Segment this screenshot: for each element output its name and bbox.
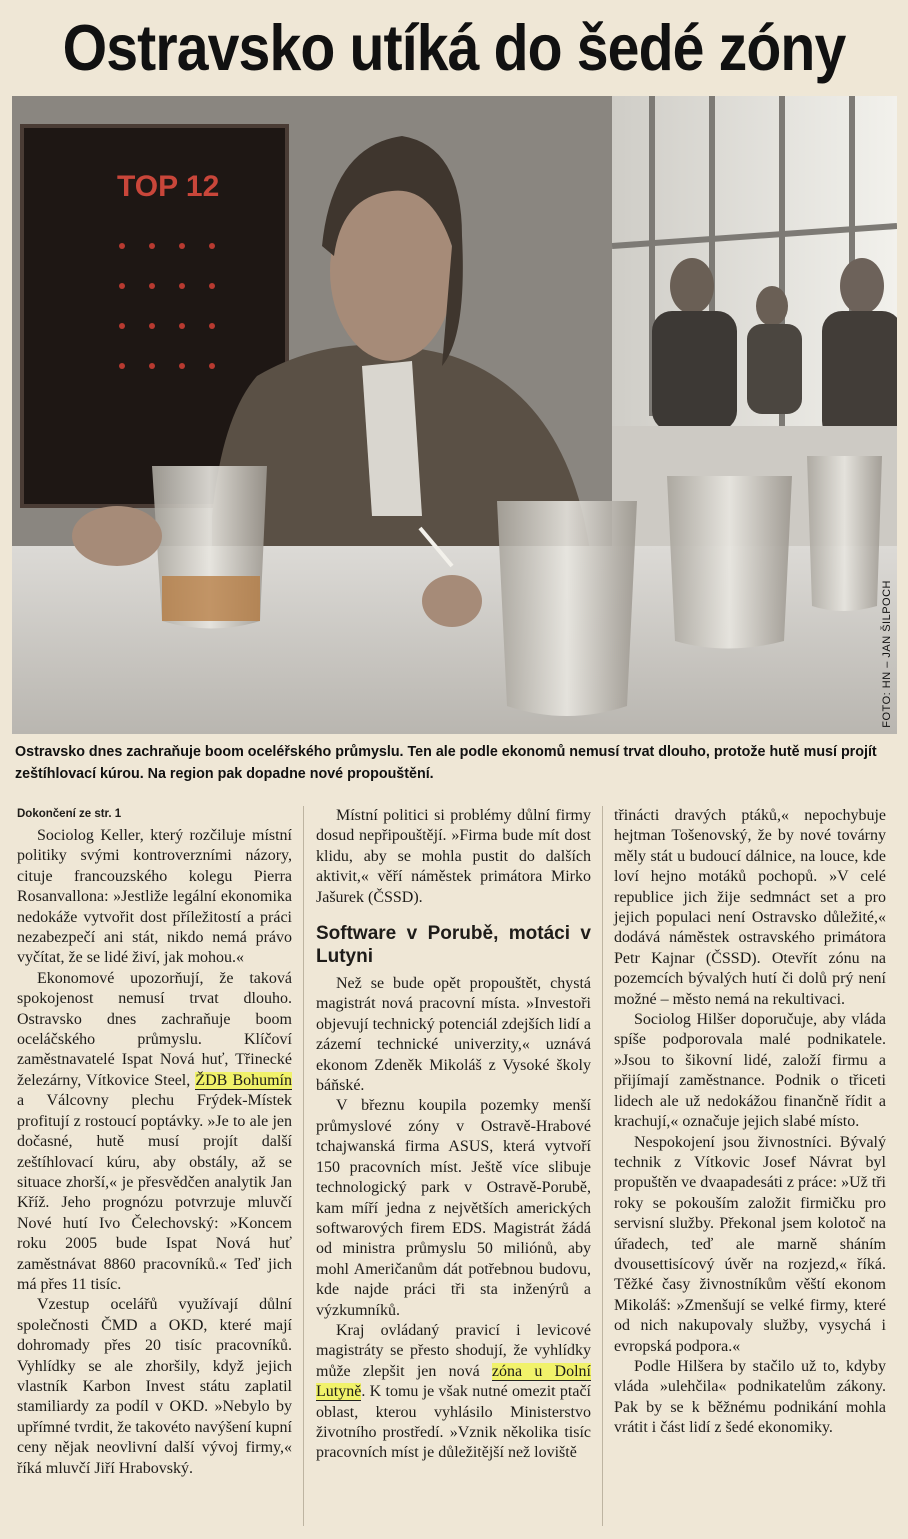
paragraph: Vzestup ocelářů využívají důlní společnosti ČMD a OKD, které mají dohromady přes 20 tisíc pracovníků. Vyhlídky se ale zhoršily, když jejich vlastník Karbon Invest státu zaplatil stamiliardy za podíl v OKD. »Nebylo by upřímné tvrdit, že takovéto navýšení kupní ceny nějak neovlivní další vývoj firmy,« říká mluvčí Jiří Hrabovský. [17, 1296, 292, 1477]
highlighted-text: zóna u Dolní Lutyně [316, 1362, 591, 1401]
column-divider [303, 806, 304, 1526]
article-photo [12, 96, 897, 734]
photo-caption: Ostravsko dnes zachraňuje boom oceléřského průmyslu. Ten ale podle ekonomů nemusí trvat dlouho, protože hutě musí projít zeštíhlovací kúrou. Na region pak dopadne nové propouštění. [15, 744, 877, 782]
paragraph: Podle Hilšera by stačilo už to, kdyby vláda »ulehčila« podnikatelům zákony. Pak by se k běžnému podnikání mohla vrátit i část lidí z šedé ekonomiky. [614, 1357, 886, 1437]
paragraph [316, 1321, 591, 1464]
highlighted-underlined-text: ŽDB Bohumín [195, 1071, 293, 1089]
headline: Ostravsko utíká do šedé zóny [62, 11, 846, 84]
kicker: Dokončení ze str. 1 [17, 808, 122, 820]
paragraph: Místní politici si problémy důlní firmy dosud nepřipouštějí. »Firma bude mít dost klidu, aby se mohla pustit do dalších aktivit,« věří náměstek primátora Mirko Jašurek (ČSSD). [316, 807, 591, 906]
article-column-3 [614, 806, 886, 1439]
subheading: Software v Porubě, motáci v Lutyni [316, 923, 591, 968]
paragraph: V březnu koupila pozemky menší průmyslové zóny v Ostravě-Hrabové tchajwanská firma ASUS, která vytvoří 150 pracovních míst. Ještě více slibuje technologický park v Ostravě-Porubě, kam míří jedna z největších amerických softwarových firem EDS. Magistrát žádá od ministra průmyslu 50 miliónů, aby mohl Američanům dát potřebnou budovu, kde najde práci tři sta inženýrů a výzkumníků. [316, 1097, 591, 1319]
paragraph: Než se bude opět propouštět, chystá magistrát nová pracovní místa. »Investoři objevují technický potenciál zdejších lidí a zázemí technické univerzity,« uznává ekonom Zdeněk Mikoláš z Vysoké školy báňské. [316, 975, 591, 1095]
paragraph: Nespokojení jsou živnostníci. Bývalý technik z Vítkovic Josef Návrat byl propuštěn ve dvaapadesáti z práce: »Už tři roky se pokouším založit firmičku pro servisní služby. Překonal jsem kolotoč na úřadech, teď ale marně sháním dvousettisícový úvěr na rozjezd,« říká. Těžké časy živnostníkům věští ekonom Mikoláš: »Zmenšují se velké firmy, které od nich nakupovaly služby, vysychá i evropská podpora.« [614, 1133, 886, 1355]
text-run: Ekonomové upozorňují, že taková spokojenost nemusí trvat dlouho. Ostravsko dnes zachraňuje boom oceláčského průmyslu. Klíčoví zaměstnavatelé Ispat Nová huť, Třinecké železárny, Vítkovice Steel, [17, 969, 292, 1089]
column-divider [602, 806, 603, 1526]
scoreboard-text: TOP 12 [117, 170, 220, 203]
photo-credit: FOTO: HN – JAN ŠILPOCH [881, 580, 893, 728]
paragraph [17, 969, 292, 1296]
text-run: a Válcovny plechu Frýdek-Místek profitují z rostoucí poptávky. »Je to ale jen dočasné, hutě musí projít další zeštíhlovací kúru, aby obstály, až se situace zhorší,« je přesvědčen analytik Jan Kříž. Jeho prognózu potvrzuje mluvčí Nové hutí Ivo Čelechovský: »Koncem roku 2005 bude Ispat Nová huť zaměstnávat 8860 pracovníků.« Teď jich má přes 11 tisíc. [17, 1092, 292, 1293]
article-column-2 [316, 806, 591, 1464]
paragraph: Sociolog Hilšer doporučuje, aby vláda spíše podporovala malé podnikatele. »Jsou to šikovní lidé, založí firmu a přijímají zaměstnance. Podnik o třiceti lidech ale už nedokážou finančně řídit a krachují,« označuje jejich slabé místo. [614, 1011, 886, 1131]
article-column-1 [17, 806, 292, 1479]
paragraph: Sociolog Keller, který rozčiluje místní politiky svými kontroverzními názory, cituje francouzského kolegu Pierra Rosanvallona: »Jestliže legální ekonomika nedokáže vytvořit dost příležitostí a práci nezabezpečí ani stát, nikdo nemá právo vyčítat, že se lidé živí, jak mohou.« [17, 827, 292, 967]
text-run: Kraj ovládaný pravicí i levicové magistráty se přesto shodují, že vyhlídky může zlepšit jen nová [316, 1321, 591, 1380]
photo-illustration [12, 96, 897, 734]
paragraph: třinácti dravých ptáků,« nepochybuje hejtman Tošenovský, že by nové továrny měly stát u budoucí dálnice, na louce, kde loví hejno motáků pochopů. »V celé republice jich žije sedmnáct set a pro jejich populaci není Ostravsko důležité,« dodává náměstek ostravského primátora Petr Kajnar (ČSSD). Otevřít zónu na pozemcích bývalých hutí či dolů prý není možné – město nemá na rekultivaci. [614, 807, 886, 1008]
text-run: . K tomu je však nutné omezit ptačí oblast, kterou vyhlásilo Ministerstvo životního prostředí. »Vznik několika tisíc pracovních míst je důležitější než loviště [316, 1383, 591, 1462]
